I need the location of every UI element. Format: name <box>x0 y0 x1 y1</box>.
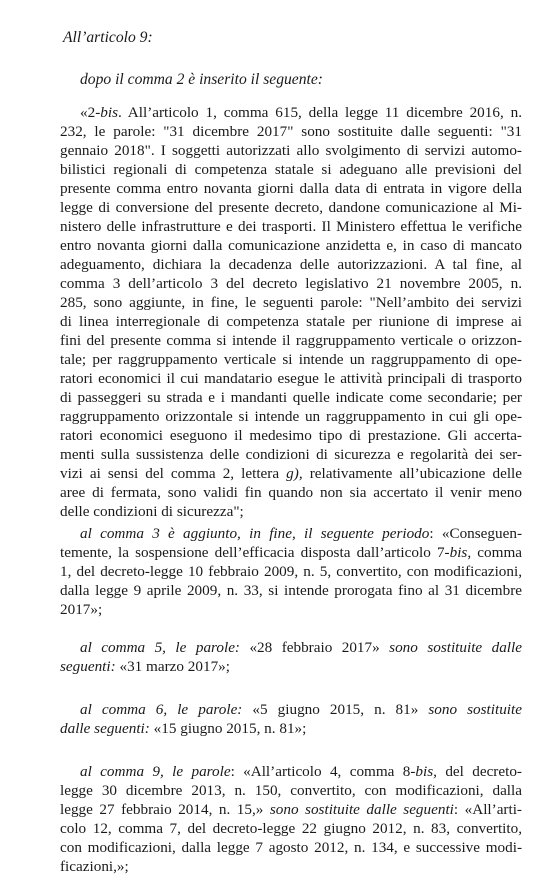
text-segment: legge 27 febbraio 2014, n. 15,» <box>60 801 270 818</box>
text-segment: tale; per raggruppamento verticale si intende un raggruppamento di ope- <box>60 351 522 368</box>
text-segment: menti sulla sussistenza delle condizioni di sicurezza e regolarità dei ser- <box>60 446 522 463</box>
text-segment: . All’articolo 1, comma 615, della legge 11 dicembre 2016, n. <box>117 104 522 121</box>
text-segment: al comma 5, le parole: <box>80 639 240 656</box>
text-line <box>60 198 522 217</box>
text-segment: del decreto- <box>436 763 522 780</box>
text-segment: sono sostituite <box>428 701 522 718</box>
text-segment: al comma 3 è aggiunto, in fine, il seguente periodo <box>80 525 430 542</box>
text-segment: nistero delle infrastrutture e dei trasporti. Il Ministero effettua le verifiche <box>60 218 522 235</box>
text-segment: legge di conversione del presente decreto, dandone comunicazione al Mi- <box>60 199 522 216</box>
text-segment: «28 febbraio 2017» <box>240 639 390 656</box>
text-segment: : «All’arti- <box>453 801 522 818</box>
text-segment: sono sostituite dalle <box>389 639 522 656</box>
text-segment: entro novanta giorni dalla comunicazione anzidetta e, in caso di mancato <box>60 237 522 254</box>
insertion-intro <box>80 70 536 89</box>
text-segment: : «All’articolo 4, comma 8- <box>230 763 416 780</box>
text-segment: presente comma entro novanta giorni dalla data di entrata in vigore della <box>60 180 522 197</box>
text-line <box>60 445 522 464</box>
text-segment: 285, sono aggiunte, in fine, le seguenti parole: "Nell’ambito dei servizi <box>60 294 522 311</box>
text-segment: , comma <box>467 544 522 561</box>
text-line <box>60 781 522 800</box>
paragraph-comma-6 <box>60 700 522 738</box>
text-segment: ratori economici eseguono il medesimo tipo di prestazione. Gli accerta- <box>60 427 522 444</box>
text-line <box>60 700 522 719</box>
text-segment: g), <box>286 465 303 482</box>
paragraph-comma-5 <box>60 638 522 676</box>
text-line <box>60 426 522 445</box>
text-segment: 232, le parole: "31 dicembre 2017" sono sostituite dalle seguenti: "31 <box>60 123 522 140</box>
text-line <box>60 407 522 426</box>
text-segment: bilistici regionali di competenza statale si adeguano alle previsioni del <box>60 161 522 178</box>
text-segment: bis, <box>415 763 437 780</box>
text-line <box>60 857 522 876</box>
intro-text: dopo il comma 2 è inserito il seguente: <box>80 71 323 88</box>
text-line <box>60 638 522 657</box>
text-segment: aree di fermata, sono validi fin quando non sia accertato il venir meno <box>60 484 522 501</box>
text-line <box>60 179 522 198</box>
text-line <box>60 562 522 581</box>
text-line <box>60 543 522 562</box>
text-line <box>60 369 522 388</box>
text-line <box>60 464 522 483</box>
text-segment: ratori economici il cui mandatario esegue le attività principali di trasporto <box>60 370 522 387</box>
article-heading <box>63 28 525 47</box>
text-segment: «31 marzo 2017»; <box>115 658 230 675</box>
text-line <box>60 293 522 312</box>
text-segment: dalle seguenti: <box>60 720 150 737</box>
text-segment: al comma 6, le parole: <box>80 701 243 718</box>
text-line <box>60 819 522 838</box>
text-line <box>60 274 522 293</box>
text-segment: dalla legge 9 aprile 2009, n. 33, si intende prorogata fino al 31 dicembre <box>60 582 522 599</box>
text-line <box>60 350 522 369</box>
text-line <box>60 103 522 122</box>
text-segment: 2017»; <box>60 601 103 618</box>
text-segment: 1, del decreto-legge 10 febbraio 2009, n. 5, convertito, con modificazioni, <box>60 563 522 580</box>
text-segment: bis <box>100 104 118 121</box>
text-segment: fini del presente comma si intende il raggruppamento verticale o orizzon- <box>60 332 522 349</box>
text-segment: «2- <box>80 104 101 121</box>
text-segment: «5 giugno 2015, n. 81» <box>242 701 429 718</box>
text-segment: comma 3 dell’articolo 3 del decreto legislativo 21 novembre 2005, n. <box>60 275 522 292</box>
text-segment: legge 30 dicembre 2013, n. 150, convertito, con modificazioni, dalla <box>60 782 522 799</box>
text-line <box>60 388 522 407</box>
text-line <box>60 160 522 179</box>
text-segment: relativamente all’ubicazione delle <box>302 465 522 482</box>
paragraph-comma-9 <box>60 762 522 876</box>
text-line <box>60 657 522 676</box>
text-line <box>60 141 522 160</box>
text-segment: seguenti: <box>60 658 116 675</box>
text-segment: gennaio 2018". I soggetti autorizzati allo svolgimento di servizi automo- <box>60 142 522 159</box>
text-line <box>60 255 522 274</box>
text-segment: di linea interregionale di competenza statale per riunione di imprese ai <box>60 313 522 330</box>
text-line <box>60 800 522 819</box>
text-segment: con modificazioni, dalla legge 7 agosto 2012, n. 134, e successive modi- <box>60 839 522 856</box>
paragraph-comma-2-bis <box>60 103 522 521</box>
text-line <box>60 122 522 141</box>
text-line <box>60 762 522 781</box>
text-line <box>60 719 522 738</box>
text-segment: «15 giugno 2015, n. 81»; <box>149 720 307 737</box>
text-segment: bis <box>449 544 468 561</box>
text-line <box>60 331 522 350</box>
text-segment: colo 12, comma 7, del decreto-legge 22 giugno 2012, n. 83, convertito, <box>60 820 522 837</box>
text-segment: sono sostituite dalle seguenti <box>269 801 454 818</box>
text-line <box>60 502 522 521</box>
text-segment: delle condizioni di sicurezza"; <box>60 503 244 520</box>
text-line <box>60 312 522 331</box>
text-segment: : «Conseguen- <box>429 525 522 542</box>
heading-text: All’articolo 9: <box>63 29 153 46</box>
text-line <box>60 483 522 502</box>
text-segment: adeguamento, dichiara la decadenza delle autorizzazioni. A tal fine, al <box>60 256 522 273</box>
text-segment: vizi ai sensi del comma 2, lettera <box>60 465 287 482</box>
text-segment: al comma 9, le parole <box>80 763 231 780</box>
text-line <box>60 524 522 543</box>
text-segment: temente, la sospensione dell’efficacia disposta dall’articolo 7- <box>60 544 450 561</box>
text-line <box>60 217 522 236</box>
text-line <box>60 581 522 600</box>
paragraph-comma-3 <box>60 524 522 619</box>
text-line <box>60 600 522 619</box>
text-segment: raggruppamento orizzontale si intende un raggruppamento in cui gli ope- <box>60 408 522 425</box>
text-segment: di passeggeri su strada e i mandanti quelle indicate come secondarie; per <box>60 389 522 406</box>
text-line <box>60 838 522 857</box>
text-line <box>60 236 522 255</box>
text-segment: ficazioni,»; <box>60 858 129 875</box>
